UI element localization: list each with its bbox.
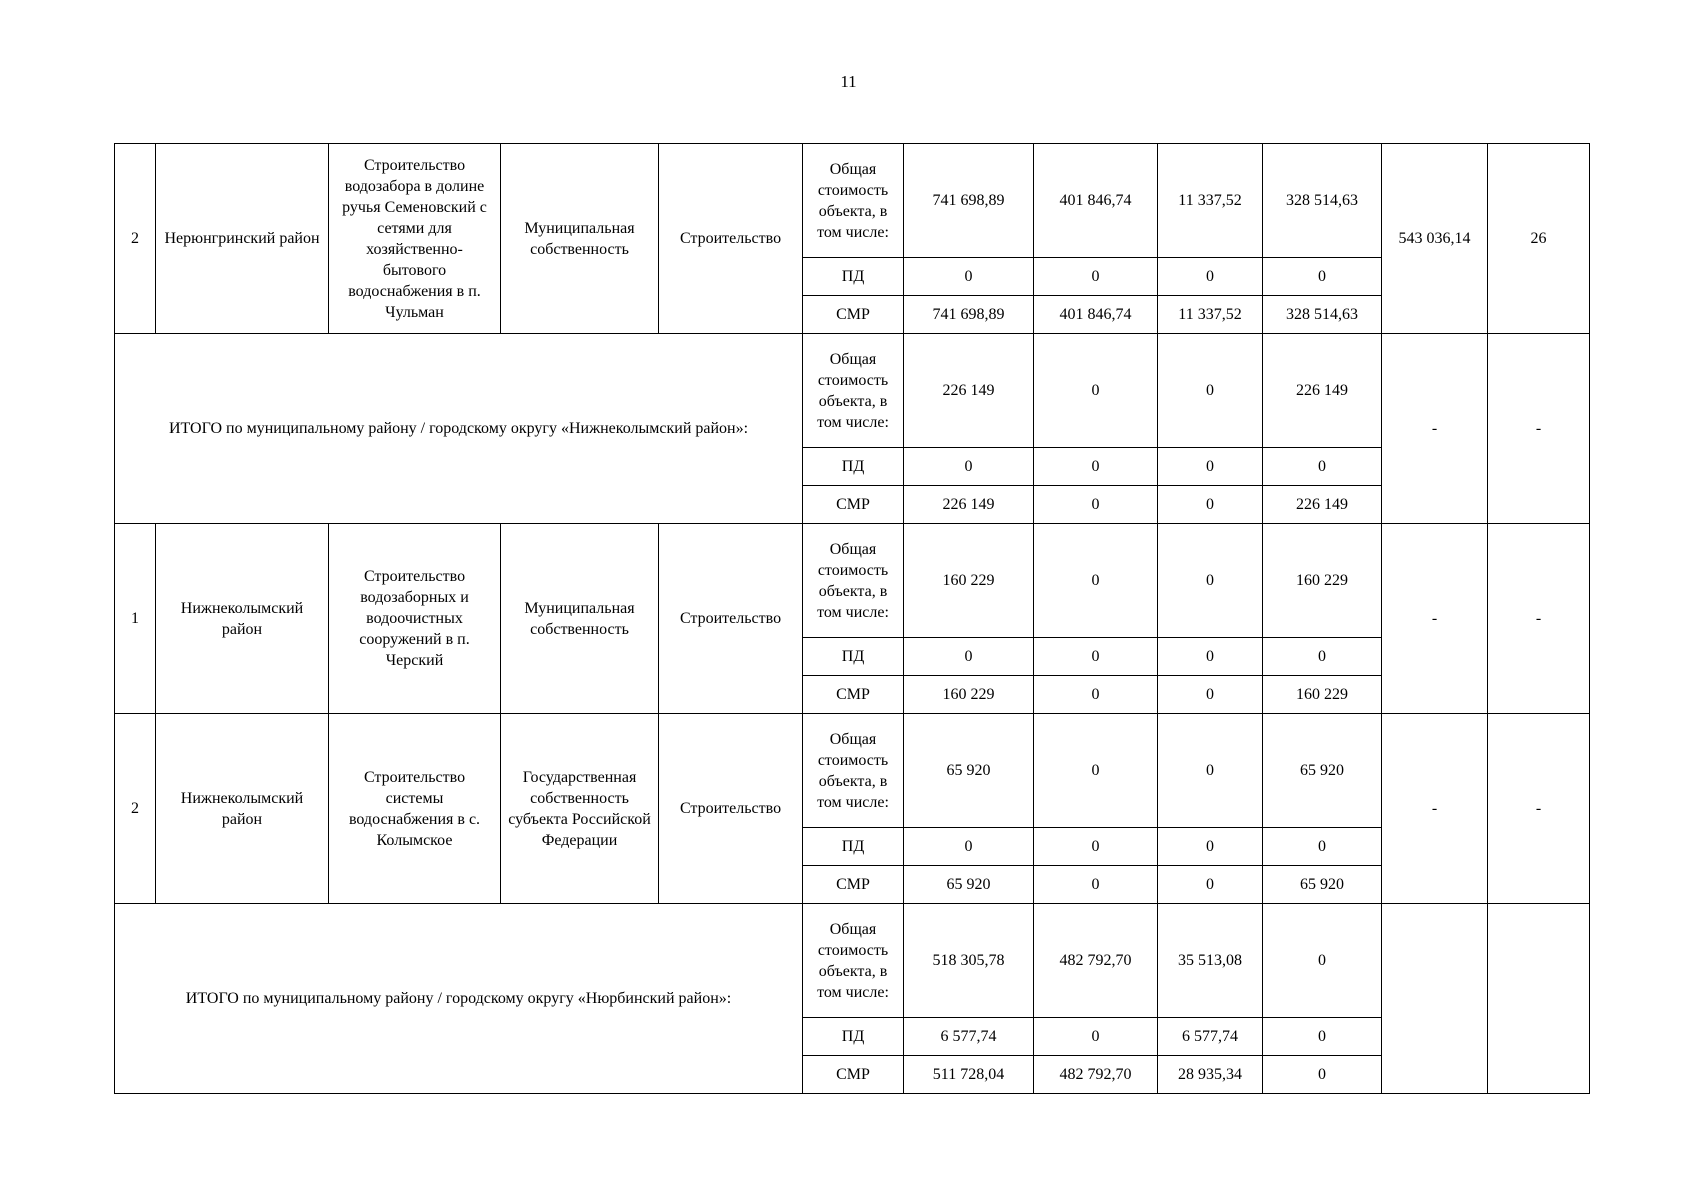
amount-cell: 0 [1158,448,1263,486]
amount-cell: 0 [1158,828,1263,866]
amount-cell: 6 577,74 [1158,1018,1263,1056]
cost-type-pd-cell: ПД [803,258,904,296]
amount-cell: 401 846,74 [1034,296,1158,334]
amount-cell: 11 337,52 [1158,144,1263,258]
amount-cell: 0 [1034,866,1158,904]
cost-type-general-cell: Общая стоимость объекта, в том числе: [803,524,904,638]
amount-cell: 0 [1034,334,1158,448]
amount-cell: 160 229 [1263,676,1382,714]
cost-type-general-cell: Общая стоимость объекта, в том числе: [803,904,904,1018]
amount-cell: 0 [1158,524,1263,638]
ownership-cell: Муниципальная собственность [501,524,659,714]
amount-cell: 0 [1158,714,1263,828]
ownership-cell: Муниципальная собственность [501,144,659,334]
amount-cell: 6 577,74 [904,1018,1034,1056]
amount-cell: 226 149 [1263,486,1382,524]
amount-cell: 28 935,34 [1158,1056,1263,1094]
total-row [115,904,1590,1018]
district-cell: Нижнеколымский район [156,714,329,904]
total-label-cell: ИТОГО по муниципальному району / городскому округу «Нюрбинский район»: [115,904,803,1094]
total-label-cell: ИТОГО по муниципальному району / городскому округу «Нижнеколымский район»: [115,334,803,524]
amount-cell: 0 [1158,866,1263,904]
extra-value-cell: 26 [1488,144,1590,334]
amount-cell: 0 [1158,486,1263,524]
amount-cell: 226 149 [1263,334,1382,448]
district-cell: Нерюнгринский район [156,144,329,334]
amount-cell: 0 [1034,714,1158,828]
cost-type-pd-cell: ПД [803,638,904,676]
extra-value-cell [1488,904,1590,1094]
object-row [115,524,1590,638]
amount-cell: 160 229 [904,676,1034,714]
cost-type-general-cell: Общая стоимость объекта, в том числе: [803,334,904,448]
extra-value-cell: - [1382,334,1488,524]
amount-cell: 741 698,89 [904,144,1034,258]
cost-type-smr-cell: СМР [803,676,904,714]
amount-cell: 11 337,52 [1158,296,1263,334]
page-number: 11 [840,72,857,91]
amount-cell: 65 920 [1263,866,1382,904]
object-name-cell: Строительство водозабора в долине ручья Семеновский с сетями для хозяйственно-бытового водоснабжения в п. Чульман [329,144,501,334]
extra-value-cell [1382,904,1488,1094]
amount-cell: 65 920 [904,866,1034,904]
cost-type-pd-cell: ПД [803,1018,904,1056]
amount-cell: 511 728,04 [904,1056,1034,1094]
cost-type-smr-cell: СМР [803,296,904,334]
amount-cell: 0 [1263,1056,1382,1094]
amount-cell: 0 [1263,1018,1382,1056]
cost-type-smr-cell: СМР [803,486,904,524]
investment-table [114,143,1590,1094]
amount-cell: 35 513,08 [1158,904,1263,1018]
cost-type-general-cell: Общая стоимость объекта, в том числе: [803,714,904,828]
amount-cell: 0 [1034,524,1158,638]
row-number-cell: 2 [115,144,156,334]
work-type-cell: Строительство [659,144,803,334]
amount-cell: 226 149 [904,486,1034,524]
cost-type-general-cell: Общая стоимость объекта, в том числе: [803,144,904,258]
object-row [115,714,1590,828]
amount-cell: 0 [1034,448,1158,486]
amount-cell: 0 [904,638,1034,676]
amount-cell: 328 514,63 [1263,144,1382,258]
amount-cell: 482 792,70 [1034,904,1158,1018]
extra-value-cell: 543 036,14 [1382,144,1488,334]
amount-cell: 65 920 [904,714,1034,828]
amount-cell: 226 149 [904,334,1034,448]
amount-cell: 0 [1263,448,1382,486]
object-row [115,144,1590,258]
amount-cell: 518 305,78 [904,904,1034,1018]
cost-type-smr-cell: СМР [803,1056,904,1094]
amount-cell: 0 [1158,638,1263,676]
amount-cell: 0 [1034,258,1158,296]
amount-cell: 0 [1034,676,1158,714]
work-type-cell: Строительство [659,714,803,904]
object-name-cell: Строительство водозаборных и водоочистных сооружений в п. Черский [329,524,501,714]
cost-type-pd-cell: ПД [803,828,904,866]
amount-cell: 160 229 [904,524,1034,638]
extra-value-cell: - [1488,334,1590,524]
row-number-cell: 2 [115,714,156,904]
district-cell: Нижнеколымский район [156,524,329,714]
amount-cell: 0 [1263,904,1382,1018]
amount-cell: 160 229 [1263,524,1382,638]
cost-type-pd-cell: ПД [803,448,904,486]
object-name-cell: Строительство системы водоснабжения в с. Колымское [329,714,501,904]
ownership-cell: Государственная собственность субъекта Российской Федерации [501,714,659,904]
amount-cell: 401 846,74 [1034,144,1158,258]
amount-cell: 0 [1158,258,1263,296]
amount-cell: 0 [1034,486,1158,524]
amount-cell: 0 [1034,638,1158,676]
amount-cell: 328 514,63 [1263,296,1382,334]
extra-value-cell: - [1488,524,1590,714]
amount-cell: 65 920 [1263,714,1382,828]
row-number-cell: 1 [115,524,156,714]
cost-type-smr-cell: СМР [803,866,904,904]
extra-value-cell: - [1488,714,1590,904]
amount-cell: 0 [1263,638,1382,676]
amount-cell: 0 [904,258,1034,296]
amount-cell: 0 [1034,1018,1158,1056]
amount-cell: 482 792,70 [1034,1056,1158,1094]
amount-cell: 0 [1158,676,1263,714]
amount-cell: 0 [1158,334,1263,448]
work-type-cell: Строительство [659,524,803,714]
amount-cell: 0 [1263,828,1382,866]
amount-cell: 0 [904,448,1034,486]
extra-value-cell: - [1382,714,1488,904]
amount-cell: 0 [1263,258,1382,296]
amount-cell: 0 [1034,828,1158,866]
amount-cell: 741 698,89 [904,296,1034,334]
total-row [115,334,1590,448]
amount-cell: 0 [904,828,1034,866]
extra-value-cell: - [1382,524,1488,714]
